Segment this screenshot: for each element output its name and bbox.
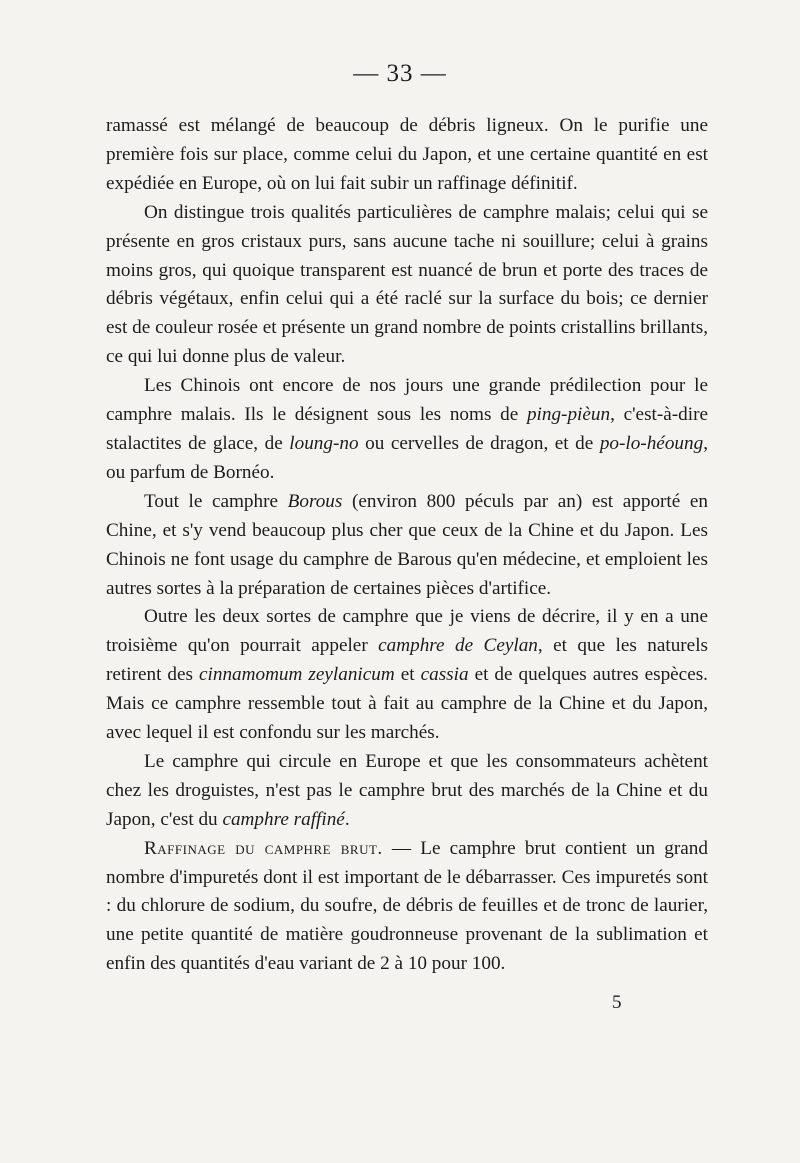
text-run: (environ 800 péculs par an) est apporté en Chine, et s'y vend beaucoup plus cher que ceux de la Chine et du Japon. Les Chinois ne font usage du camphre de Barous qu'en médecine, et emploient les autres sortes à la préparation de certaines pièces d'artifice. (106, 490, 708, 599)
paragraph-1: ramassé est mélangé de beaucoup de débris ligneux. On le purifie une première fois sur place, comme celui du Japon, et une certaine quantité en est expédiée en Europe, où on lui fait subir un raffinage définitif. (106, 115, 708, 194)
text-run: et (394, 664, 421, 686)
text-run: , et que les naturels retirent des (106, 635, 708, 686)
text-run: , c'est-à-dire stalactites de glace, de (106, 404, 708, 454)
italic-term: po-lo-héoung (599, 432, 704, 454)
text-run: et de quelques autres espèces. Mais ce camphre ressemble tout à fait au camphre de la Chine et du Japon, avec lequel il est confondu sur les marchés. (106, 664, 708, 744)
italic-term: camphre raffiné (222, 808, 345, 830)
paragraph-6 (106, 748, 708, 835)
italic-term: cassia (420, 664, 469, 686)
italic-term: loung-no (289, 432, 359, 454)
body-text (106, 112, 708, 979)
italic-term: camphre de Ceylan (378, 635, 538, 657)
paragraph-2: On distingue trois qualités particulières de camphre malais; celui qui se présente en gros cristaux purs, sans aucune tache ni souillure; celui à grains moins gros, qui quoique transparent est nuancé de brun et porte des traces de débris végétaux, enfin celui qui a été raclé sur la surface du bois; ce dernier est de couleur rosée et présente un grand nombre de points cristallins brillants, ce qui lui donne plus de valeur. (106, 201, 708, 368)
signature-mark: 5 (612, 992, 622, 1013)
text-run: . (344, 808, 350, 830)
text-run: Le camphre qui circule en Europe et que les consommateurs achètent chez les droguistes, n'est pas le camphre brut des marchés de la Chine et du Japon, c'est du (106, 750, 708, 830)
italic-term: cinnamomum zeylanicum (199, 664, 395, 686)
text-run: — Le camphre brut contient un grand nombre d'impuretés dont il est important de le débarrasser. Ces impuretés sont : du chlorure de sodium, du soufre, de débris de feuilles et de tronc de laurier, une petite quantité de matière goudronneuse provenant de la sublimation et enfin des quantités d'eau variant de 2 à 10 pour 100. (106, 837, 708, 975)
paragraph-3 (106, 372, 708, 488)
italic-term: ping-pièun (526, 404, 611, 426)
text-run: ou cervelles de dragon, et de (358, 432, 600, 454)
text-run: , ou parfum de Bornéo. (106, 432, 708, 483)
section-heading: Raffinage du camphre brut. (144, 837, 383, 859)
text-run: Outre les deux sortes de camphre que je viens de décrire, il y en a une troisième qu'on pourrait appeler (106, 606, 708, 657)
paragraph-7 (106, 835, 708, 980)
text-run: Les Chinois ont encore de nos jours une grande prédilection pour le camphre malais. Ils le désignent sous les noms de (106, 375, 708, 426)
text-run: Tout le camphre (144, 490, 288, 512)
italic-term: Borous (287, 490, 343, 512)
paragraph-4 (106, 488, 708, 604)
page-number: — 33 — (353, 60, 447, 87)
paragraph-5 (106, 603, 708, 748)
